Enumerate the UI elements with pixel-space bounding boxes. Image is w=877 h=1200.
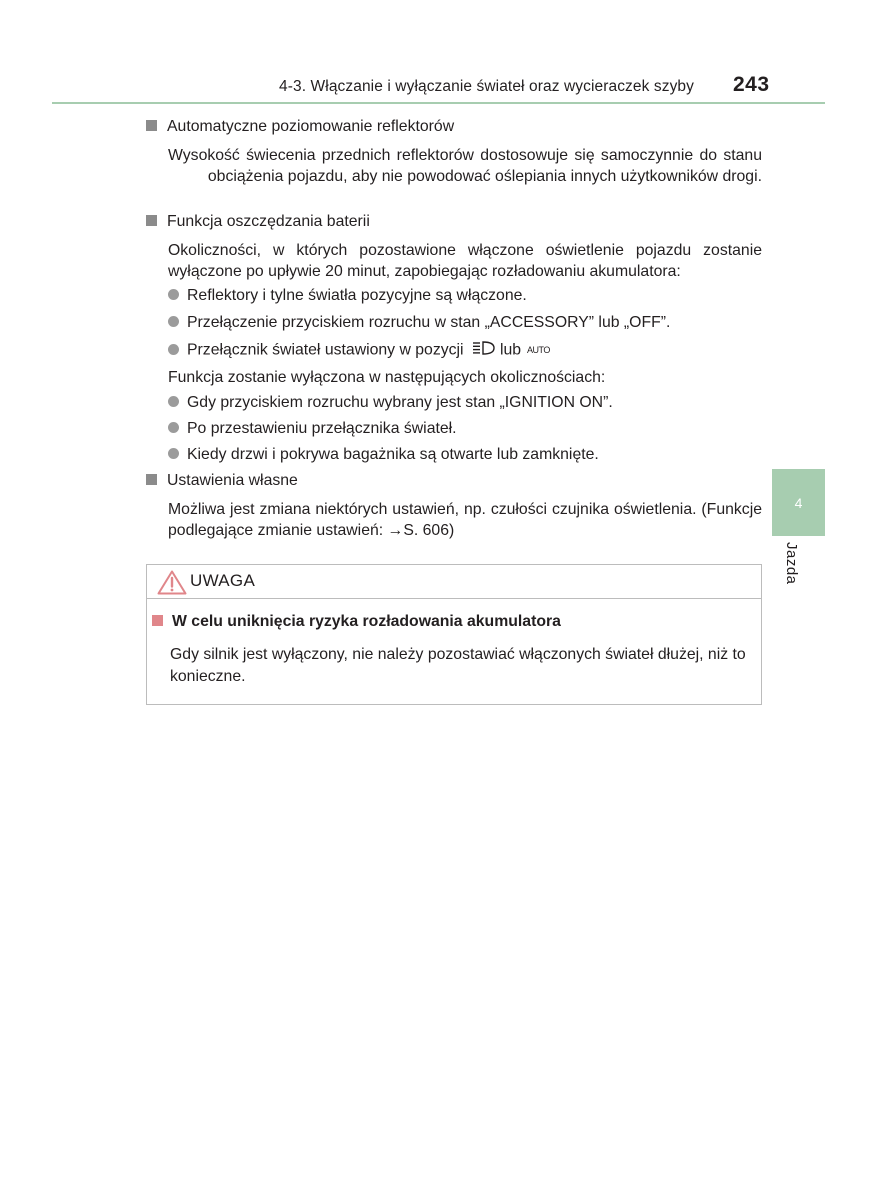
list-item: Reflektory i tylne światła pozycyjne są włączone. xyxy=(168,287,527,305)
auto-icon: AUTO xyxy=(527,344,550,355)
section-heading xyxy=(146,118,454,136)
list-item: Przełączenie przyciskiem rozruchu w stan „ACCESSORY” lub „OFF”. xyxy=(168,314,670,332)
caution-header xyxy=(147,565,761,599)
headlight-icon xyxy=(472,340,496,361)
warning-triangle-icon xyxy=(157,570,187,600)
section-paragraph: Wysokość świecenia przednich reflektorów dostosowuje się samoczynnie do stanu obciążenia pojazdu, aby nie powodować oślepiania innych użytkowników drogi. xyxy=(168,147,762,185)
section-heading-text: Automatyczne poziomowanie reflektorów xyxy=(167,118,455,135)
round-bullet-icon xyxy=(168,289,179,300)
list-item: Po przestawieniu przełącznika świateł. xyxy=(168,420,457,438)
connector-text: lub xyxy=(499,341,522,359)
list-item: Kiedy drzwi i pokrywa bagażnika są otwarte lub zamknięte. xyxy=(168,446,599,464)
square-bullet-icon xyxy=(146,215,157,226)
caution-box xyxy=(146,564,762,705)
section-paragraph: Funkcja zostanie wyłączona w następujących okolicznościach: xyxy=(168,369,606,386)
square-bullet-icon xyxy=(146,474,157,485)
list-item: Gdy przyciskiem rozruchu wybrany jest stan „IGNITION ON”. xyxy=(168,394,613,412)
section-paragraph: Możliwa jest zmiana niektórych ustawień, np. czułości czujnika oświetlenia. (Funkcje podlegające zmianie ustawień: →S. 606) xyxy=(168,501,762,539)
section-heading-text: Ustawienia własne xyxy=(167,472,298,489)
chapter-label: Jazda xyxy=(783,542,800,585)
list-item: Przełącznik świateł ustawiony w pozycji lub AUTO xyxy=(168,340,550,361)
section-heading-text: Funkcja oszczędzania baterii xyxy=(167,213,370,230)
section-heading xyxy=(146,213,370,231)
round-bullet-icon xyxy=(168,422,179,433)
caution-subtitle: W celu uniknięcia ryzyka rozładowania akumulatora xyxy=(152,613,561,631)
chapter-tab xyxy=(772,469,825,536)
running-header: 4-3. Włączanie i wyłączanie świateł oraz wycieraczek szyby xyxy=(279,78,694,95)
round-bullet-icon xyxy=(168,448,179,459)
red-square-icon xyxy=(152,615,163,626)
round-bullet-icon xyxy=(168,344,179,355)
header-divider xyxy=(52,102,825,104)
section-heading xyxy=(146,472,298,490)
round-bullet-icon xyxy=(168,396,179,407)
section-paragraph: Okoliczności, w których pozostawione włączone oświetlenie pojazdu zostanie wyłączone po upływie 20 minut, zapobiegając rozładowaniu akumulatora: xyxy=(168,242,762,280)
page-number: 243 xyxy=(733,73,770,96)
caution-label: UWAGA xyxy=(190,571,256,590)
chapter-number: 4 xyxy=(794,495,803,511)
caution-text: Gdy silnik jest wyłączony, nie należy pozostawiać włączonych świateł dłużej, niż to konieczne. xyxy=(170,646,746,685)
round-bullet-icon xyxy=(168,316,179,327)
square-bullet-icon xyxy=(146,120,157,131)
